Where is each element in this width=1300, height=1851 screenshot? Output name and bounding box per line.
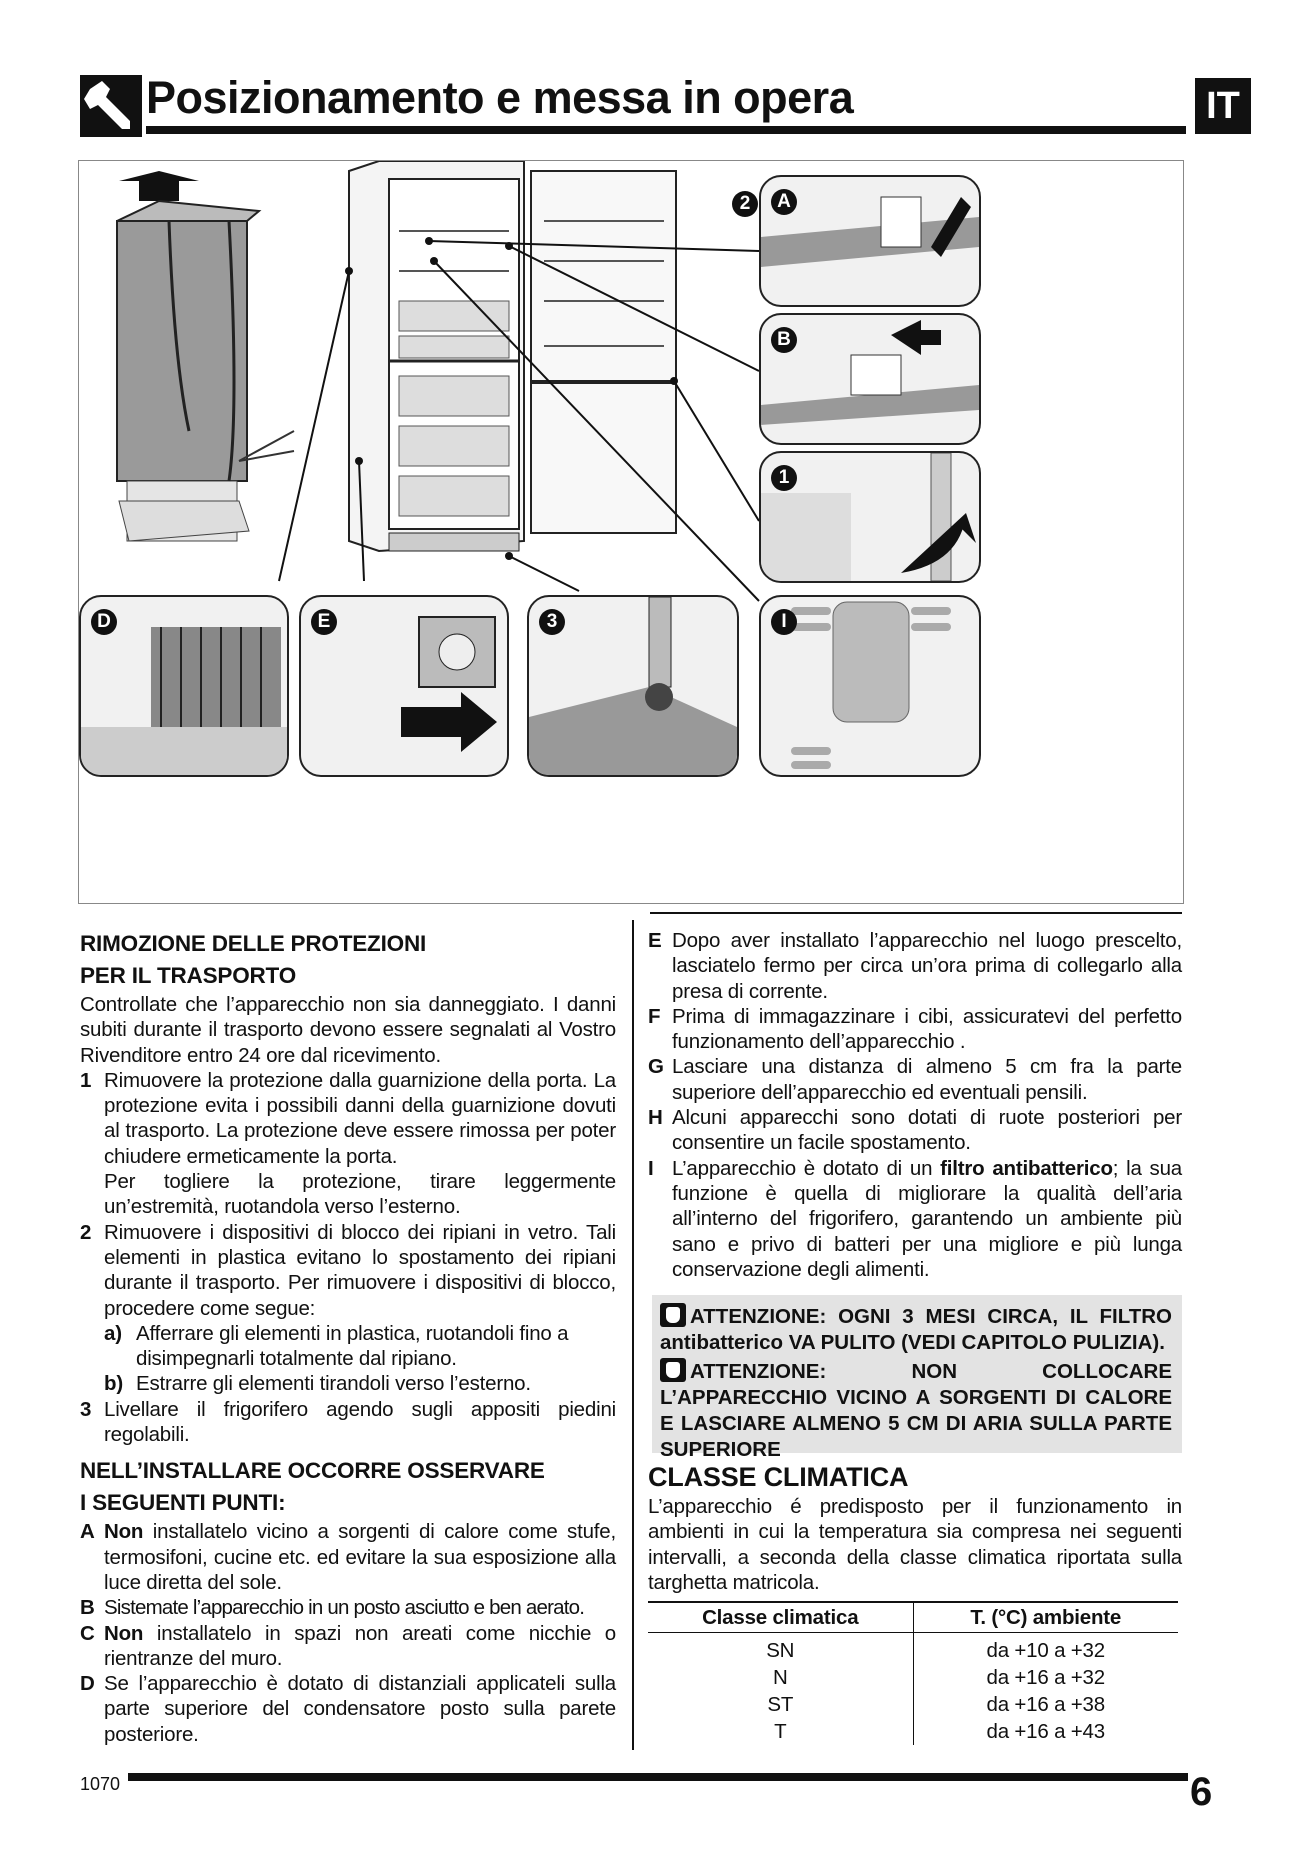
header-rule [146,126,1186,134]
badge-1: 1 [771,465,797,491]
climate-table [648,1601,1178,1745]
warning-box [652,1295,1182,1461]
section-heading-install: NELL’INSTALLARE OCCORRE OSSERVARE I SEGUENTI PUNTI: [80,1458,545,1516]
climate-section [648,1460,1182,1745]
step-3: 3 Livellare il frigorifero agendo sugli appositi piedini regolabili. [80,1397,616,1447]
point-g: G Lasciare una distanza di almeno 5 cm fra la parte superiore dell’apparecchio ed eventuali pensili. [648,1055,1182,1104]
warning-filter: ATTENZIONE: OGNI 3 MESI CIRCA, IL FILTRO antibatterico VA PULITO (VEDI CAPITOLO PULIZIA). [660,1305,1172,1354]
substep-b: b) Estrarre gli elementi tirandoli verso l’esterno. [104,1372,531,1396]
panel-b [759,313,981,445]
point-c: C Non installatelo in spazi non areati come nicchie o rientranze del muro. [80,1621,616,1670]
panel-d [79,595,289,777]
wrench-icon [80,75,142,137]
table-header: Classe climatica [648,1602,913,1633]
right-column [648,928,1182,1282]
point-a: A Non installatelo vicino a sorgenti di calore come stufe, termosifoni, cucine etc. ed evitare la sua esposizione alla luce diretta del sole. [80,1520,616,1594]
substep-a: a) Afferrare gli elementi in plastica, ruotandoli fino a disimpegnarli totalmente dal ripiano. [104,1321,569,1371]
badge-3: 3 [539,609,565,635]
panel-e [299,595,509,777]
stop-hand-icon [660,1303,686,1327]
packaged-fridge-drawing [117,171,294,541]
table-row: T da +16 a +43 [648,1718,1178,1745]
point-h: H Alcuni apparecchi sono dotati di ruote posteriori per consentire un facile spostamento. [648,1106,1182,1155]
stop-hand-icon [660,1358,686,1382]
table-row: N da +16 a +32 [648,1664,1178,1691]
step-1: 1 Rimuovere la protezione dalla guarnizione della porta. La protezione evita i possibili danni della guarnizione dovuti al trasporto. La protezione deve essere rimossa per poter chiudere ermeticamente la porta. Per togliere la protezione, tirare leggermente un’estremità, ruotandola verso l’esterno. [80,1068,616,1219]
climate-heading: CLASSE CLIMATICA [648,1462,909,1492]
badge-i: I [771,609,797,635]
right-column-top-rule [650,912,1182,914]
badge-e: E [311,609,337,635]
table-header: T. (°C) ambiente [913,1602,1178,1633]
badge-a: A [771,189,797,215]
point-d: D Se l’apparecchio è dotato di distanziali applicateli sulla parte superiore del condensatore posto sulla parete posteriore. [80,1672,616,1746]
point-b: B Sistemate l’apparecchio in un posto asciutto e ben aerato. [80,1596,585,1620]
language-badge: IT [1195,78,1251,134]
badge-b: B [771,327,797,353]
panel-i [759,595,981,777]
panel-1 [759,451,981,583]
left-column [80,928,616,1747]
installation-illustration [78,160,1184,904]
column-divider [632,920,634,1750]
page-title: Posizionamento e messa in opera [146,72,854,123]
panel-3 [527,595,739,777]
point-i: I L’apparecchio è dotato di un filtro antibatterico; la sua funzione è quella di migliorare la qualità dell’aria all’interno del frigorifero, garantendo un ambiente più sano e privo di batteri per una migliore e più lunga conservazione degli alimenti. [648,1156,1182,1281]
page-number: 6 [1190,1770,1213,1814]
document-code: 1070 [80,1774,121,1794]
badge-2: 2 [732,191,758,217]
step-2: 2 Rimuovere i dispositivi di blocco dei ripiani in vetro. Tali elementi in plastica evitano lo spostamento dei ripiani durante il trasporto. Per rimuovere i dispositivi di blocco, procedere come segue: [80,1220,616,1320]
badge-d: D [91,609,117,635]
table-row: ST da +16 a +38 [648,1691,1178,1718]
table-row: SN da +10 a +32 [648,1633,1178,1665]
section-heading-transport: RIMOZIONE DELLE PROTEZIONI PER IL TRASPORTO [80,931,427,988]
panel-a [759,175,981,307]
footer-rule [128,1773,1188,1781]
transport-intro: Controllate che l’apparecchio non sia danneggiato. I danni subiti durante il trasporto devono essere segnalati al Vostro Rivenditore entro 24 ore dal ricevimento. [80,993,616,1067]
point-e: E Dopo aver installato l’apparecchio nel luogo prescelto, lasciatelo fermo per circa un’ora prima di collegarlo alla presa di corrente. [648,929,1182,1003]
warning-heat: ATTENZIONE: NON COLLOCARE L’APPARECCHIO VICINO A SORGENTI DI CALORE E LASCIARE ALMENO 5 CM DI ARIA SULLA PARTE SUPERIORE [660,1360,1172,1461]
point-f: F Prima di immagazzinare i cibi, assicuratevi del perfetto funzionamento dell’apparecchio . [648,1004,1182,1054]
open-fridge-drawing [349,161,676,551]
climate-text: L’apparecchio é predisposto per il funzionamento in ambienti in cui la temperatura sia compresa nei seguenti intervalli, a seconda della classe climatica riportata sulla targhetta matricola. [648,1495,1182,1594]
